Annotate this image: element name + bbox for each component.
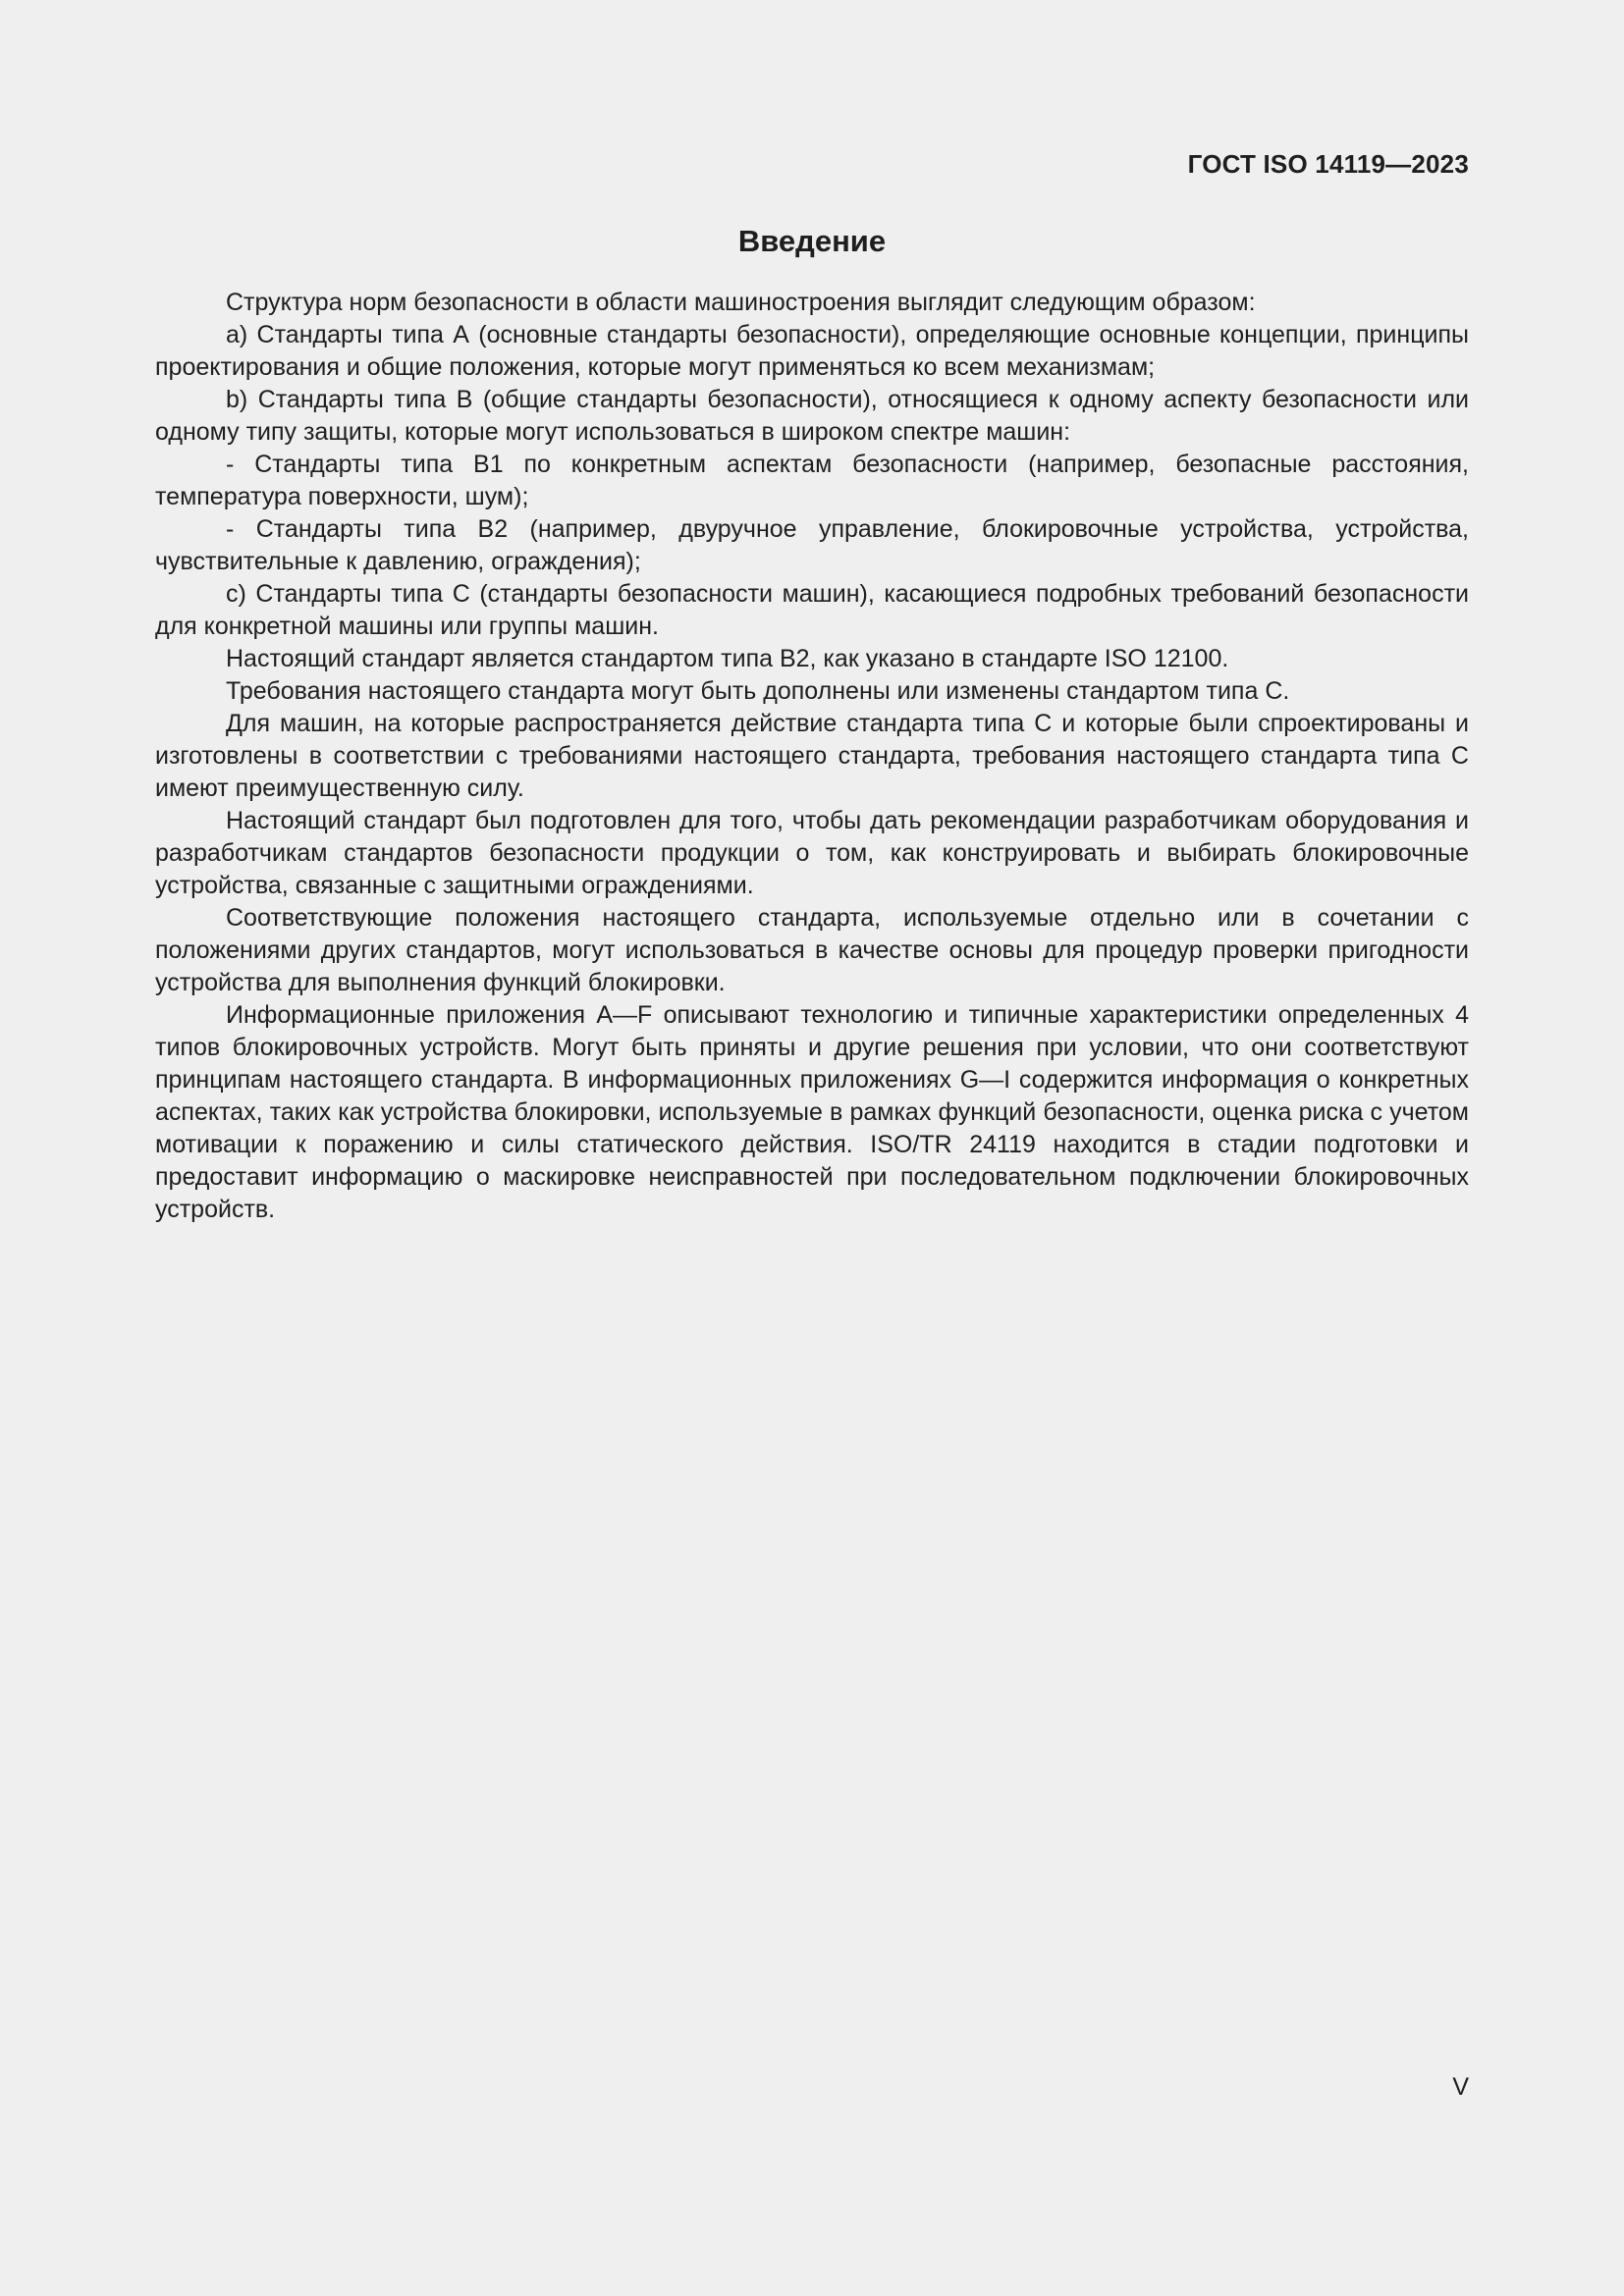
document-code: ГОСТ ISO 14119—2023 (1187, 149, 1469, 179)
page-number: V (1452, 2073, 1469, 2101)
paragraph-purpose: Настоящий стандарт был подготовлен для того, чтобы дать рекомендации разработчикам оборудования и разработчикам стандартов безопасности продукции о том, как конструировать и выбирать блокировочные устройства, связанные с защитными ограждениями. (155, 807, 1469, 899)
paragraph-type-a: a) Стандарты типа А (основные стандарты безопасности), определяющие основные концепции, принципы проектирования и общие положения, которые могут применяться ко всем механизмам; (155, 321, 1469, 381)
paragraph-standard-type: Настоящий стандарт является стандартом типа В2, как указано в стандарте ISO 12100. (226, 645, 1229, 672)
paragraph-type-b1: - Стандарты типа В1 по конкретным аспектам безопасности (например, безопасные расстояния, температура поверхности, шум); (155, 451, 1469, 510)
paragraph-amendments: Требования настоящего стандарта могут быть дополнены или изменены стандартом типа С. (226, 677, 1290, 705)
paragraph-intro: Структура норм безопасности в области машиностроения выглядит следующим образом: (226, 289, 1256, 316)
paragraph-type-c: c) Стандарты типа С (стандарты безопасности машин), касающиеся подробных требований безопасности для конкретной машины или группы машин. (155, 580, 1469, 640)
section-title: Введение (737, 224, 887, 258)
document-body (155, 287, 1469, 1226)
paragraph-provisions: Соответствующие положения настоящего стандарта, используемые отдельно или в сочетании с положениями других стандартов, могут использоваться в качестве основы для процедур проверки пригодности устройства для выполнения функций блокировки. (155, 904, 1469, 996)
paragraph-type-b2: - Стандарты типа В2 (например, двуручное управление, блокировочные устройства, устройства, чувствительные к давлению, ограждения); (155, 515, 1469, 575)
paragraph-type-b: b) Стандарты типа В (общие стандарты безопасности), относящиеся к одному аспекту безопасности или одному типу защиты, которые могут использоваться в широком спектре машин: (155, 386, 1469, 446)
paragraph-annexes: Информационные приложения A—F описывают технологию и типичные характеристики определенных 4 типов блокировочных устройств. Могут быть приняты и другие решения при условии, что они соответствуют принципам настоящего стандарта. В информационных приложениях G—I содержится информация о конкретных аспектах, таких как устройства блокировки, используемые в рамках функций безопасности, оценка риска с учетом мотивации к поражению и силы статического действия. ISO/TR 24119 находится в стадии подготовки и предоставит информацию о маскировке неисправностей при последовательном подключении блокировочных устройств. (155, 1001, 1469, 1223)
paragraph-precedence: Для машин, на которые распространяется действие стандарта типа С и которые были спроектированы и изготовлены в соответствии с требованиями настоящего стандарта, требования настоящего стандарта типа С имеют преимущественную силу. (155, 710, 1469, 802)
